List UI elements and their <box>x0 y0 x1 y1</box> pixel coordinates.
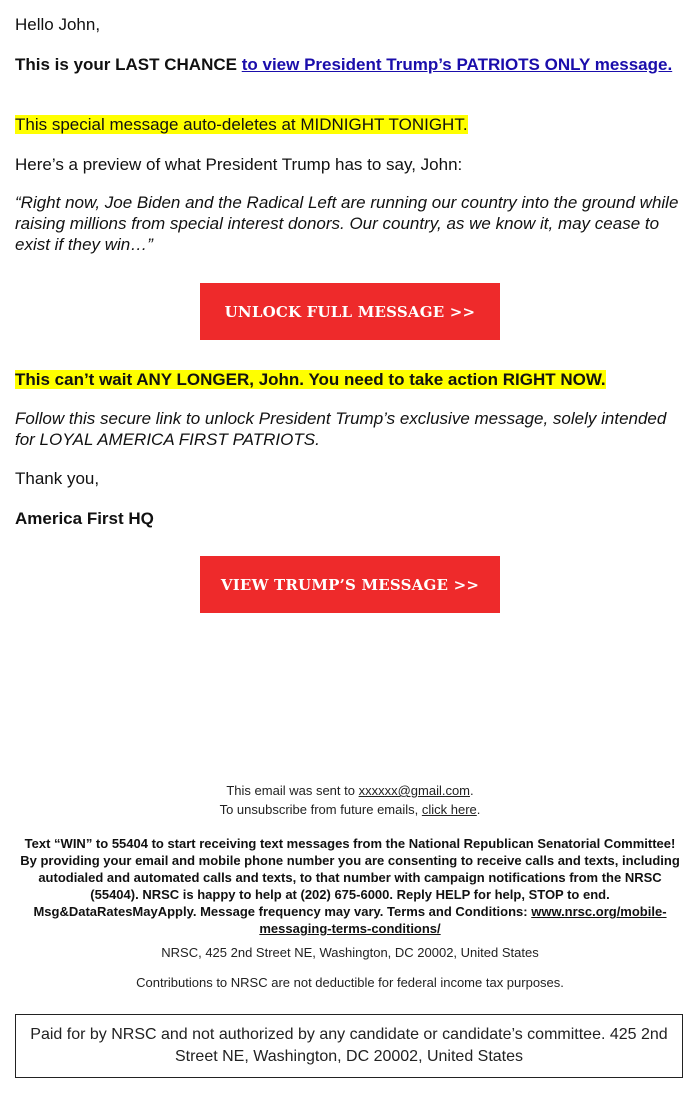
thanks-text: Thank you, <box>15 469 100 488</box>
paid-for-disclaimer-box <box>15 1014 683 1078</box>
preview-intro: Here’s a preview of what President Trump has to say, John: <box>15 155 463 174</box>
greeting: Hello John, <box>15 15 101 34</box>
urgent-highlight: This can’t wait ANY LONGER, John. You need to take action RIGHT NOW. <box>15 370 606 389</box>
urgent-notice <box>15 369 606 390</box>
trump-quote: “Right now, Joe Biden and the Radical Left are running our country into the ground while raising millions from special interest donors. Our country, as we know it, may cease to exist if they win…” <box>15 193 679 254</box>
sent-to-line <box>0 782 700 799</box>
unsubscribe-link[interactable]: click here <box>421 802 477 817</box>
recipient-email-link[interactable]: xxxxxx@gmail.com <box>358 783 471 798</box>
unsubscribe-prefix: To unsubscribe from future emails, <box>219 802 422 817</box>
mailing-address: NRSC, 425 2nd Street NE, Washington, DC 20002, United States <box>161 945 539 960</box>
patriots-message-link[interactable]: to view President Trump’s PATRIOTS ONLY message. <box>241 55 673 74</box>
sent-prefix: This email was sent to <box>226 783 359 798</box>
follow-link-text: Follow this secure link to unlock President Trump’s exclusive message, solely intended for LOYAL AMERICA FIRST PATRIOTS. <box>15 409 667 449</box>
autodelete-highlight: This special message auto-deletes at MIDNIGHT TONIGHT. <box>15 115 468 134</box>
paid-for-text: Paid for by NRSC and not authorized by any candidate or candidate’s committee. 425 2nd Street NE, Washington, DC 20002, United States <box>30 1026 668 1065</box>
unsubscribe-suffix: . <box>476 802 481 817</box>
unsubscribe-line <box>0 801 700 818</box>
contributions-disclaimer: Contributions to NRSC are not deductible for federal income tax purposes. <box>136 975 564 990</box>
view-trumps-message-button[interactable]: VIEW TRUMP’S MESSAGE >> <box>200 556 500 613</box>
last-chance-line <box>15 54 675 75</box>
unlock-full-message-button[interactable]: UNLOCK FULL MESSAGE >> <box>200 283 500 340</box>
sms-legal-disclaimer <box>15 835 685 937</box>
signature: America First HQ <box>15 509 154 528</box>
last-chance-prefix: This is your <box>15 55 116 74</box>
autodelete-notice <box>15 114 468 135</box>
sent-suffix: . <box>470 783 474 798</box>
terms-conditions-link[interactable]: www.nrsc.org/mobile-messaging-terms-conditions/ <box>259 904 667 936</box>
legal-text: Text “WIN” to 55404 to start receiving text messages from the National Republican Senatorial Committee! By providing your email and mobile phone number you are consenting to receive calls and texts, including autodialed and automated calls and texts, to that number with campaign notifications from the NRSC (55404). NRSC is happy to help at (202) 675-6000. Reply HELP for help, STOP to end. Msg&DataRatesMayApply. Message frequency may vary. Terms and Conditions: <box>20 836 680 919</box>
last-chance-caps: LAST CHANCE <box>115 55 237 74</box>
